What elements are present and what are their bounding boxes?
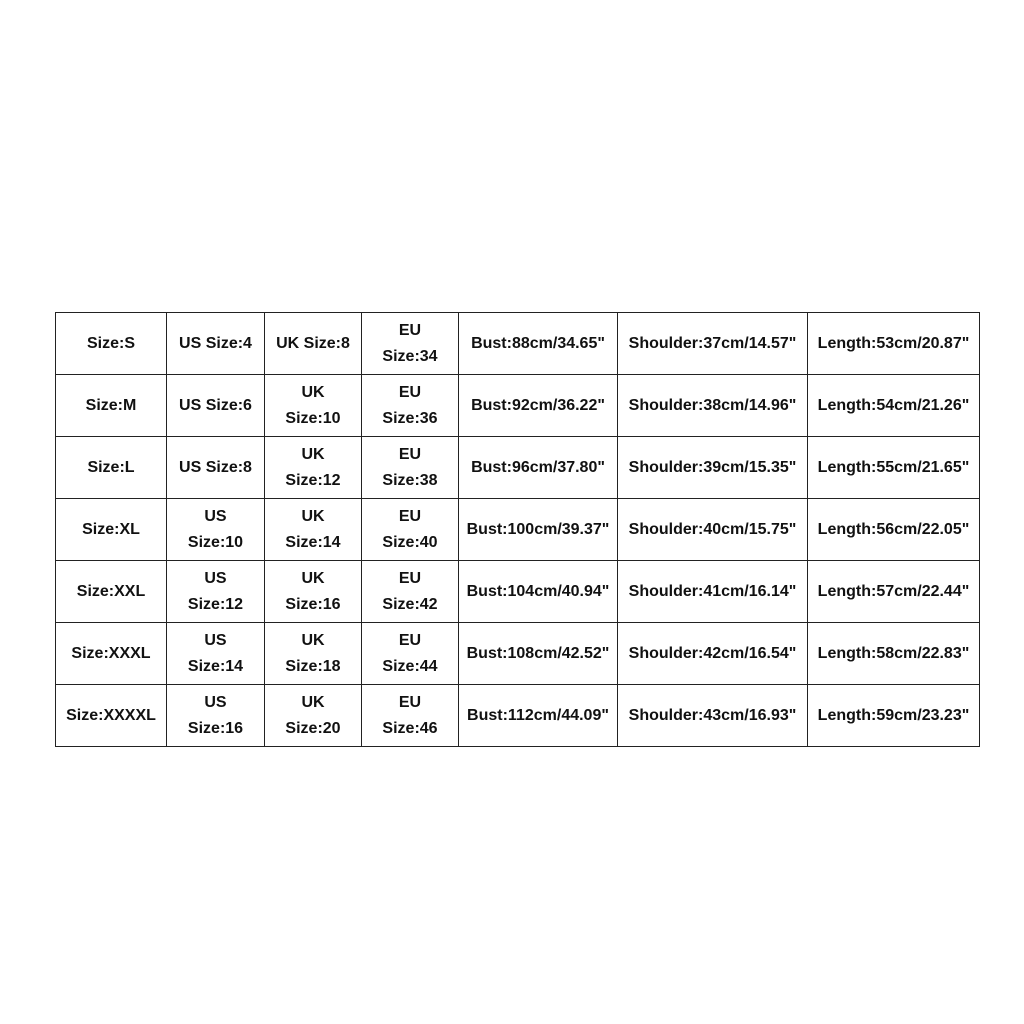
length-cell: Length:53cm/20.87" bbox=[808, 313, 980, 375]
table-row bbox=[56, 685, 980, 747]
uk-size-cell: UK Size:10 bbox=[265, 375, 362, 437]
size-cell: Size:XXL bbox=[56, 561, 167, 623]
size-cell: Size:XXXL bbox=[56, 623, 167, 685]
uk-size-cell: UK Size:16 bbox=[265, 561, 362, 623]
shoulder-cell: Shoulder:40cm/15.75" bbox=[618, 499, 808, 561]
shoulder-cell: Shoulder:37cm/14.57" bbox=[618, 313, 808, 375]
uk-size-cell: UK Size:8 bbox=[265, 313, 362, 375]
eu-size-cell: EU Size:44 bbox=[362, 623, 459, 685]
uk-size-cell: UK Size:12 bbox=[265, 437, 362, 499]
length-cell: Length:56cm/22.05" bbox=[808, 499, 980, 561]
us-size-cell: US Size:14 bbox=[167, 623, 265, 685]
table-row bbox=[56, 623, 980, 685]
uk-size-cell: UK Size:18 bbox=[265, 623, 362, 685]
bust-cell: Bust:112cm/44.09" bbox=[459, 685, 618, 747]
eu-size-cell: EU Size:46 bbox=[362, 685, 459, 747]
eu-size-cell: EU Size:40 bbox=[362, 499, 459, 561]
eu-size-cell: EU Size:38 bbox=[362, 437, 459, 499]
bust-cell: Bust:108cm/42.52" bbox=[459, 623, 618, 685]
size-cell: Size:XXXXL bbox=[56, 685, 167, 747]
table-row bbox=[56, 375, 980, 437]
eu-size-cell: EU Size:42 bbox=[362, 561, 459, 623]
size-cell: Size:M bbox=[56, 375, 167, 437]
us-size-cell: US Size:6 bbox=[167, 375, 265, 437]
bust-cell: Bust:104cm/40.94" bbox=[459, 561, 618, 623]
uk-size-cell: UK Size:14 bbox=[265, 499, 362, 561]
us-size-cell: US Size:16 bbox=[167, 685, 265, 747]
shoulder-cell: Shoulder:39cm/15.35" bbox=[618, 437, 808, 499]
bust-cell: Bust:88cm/34.65" bbox=[459, 313, 618, 375]
bust-cell: Bust:96cm/37.80" bbox=[459, 437, 618, 499]
shoulder-cell: Shoulder:42cm/16.54" bbox=[618, 623, 808, 685]
size-cell: Size:XL bbox=[56, 499, 167, 561]
table-row bbox=[56, 561, 980, 623]
size-chart-body bbox=[56, 313, 980, 747]
us-size-cell: US Size:12 bbox=[167, 561, 265, 623]
size-chart-table bbox=[55, 312, 980, 747]
length-cell: Length:55cm/21.65" bbox=[808, 437, 980, 499]
bust-cell: Bust:92cm/36.22" bbox=[459, 375, 618, 437]
table-row bbox=[56, 313, 980, 375]
table-row bbox=[56, 437, 980, 499]
eu-size-cell: EU Size:34 bbox=[362, 313, 459, 375]
us-size-cell: US Size:8 bbox=[167, 437, 265, 499]
table-row bbox=[56, 499, 980, 561]
size-cell: Size:L bbox=[56, 437, 167, 499]
uk-size-cell: UK Size:20 bbox=[265, 685, 362, 747]
eu-size-cell: EU Size:36 bbox=[362, 375, 459, 437]
length-cell: Length:54cm/21.26" bbox=[808, 375, 980, 437]
us-size-cell: US Size:10 bbox=[167, 499, 265, 561]
bust-cell: Bust:100cm/39.37" bbox=[459, 499, 618, 561]
shoulder-cell: Shoulder:43cm/16.93" bbox=[618, 685, 808, 747]
shoulder-cell: Shoulder:41cm/16.14" bbox=[618, 561, 808, 623]
shoulder-cell: Shoulder:38cm/14.96" bbox=[618, 375, 808, 437]
size-cell: Size:S bbox=[56, 313, 167, 375]
length-cell: Length:57cm/22.44" bbox=[808, 561, 980, 623]
us-size-cell: US Size:4 bbox=[167, 313, 265, 375]
length-cell: Length:58cm/22.83" bbox=[808, 623, 980, 685]
length-cell: Length:59cm/23.23" bbox=[808, 685, 980, 747]
